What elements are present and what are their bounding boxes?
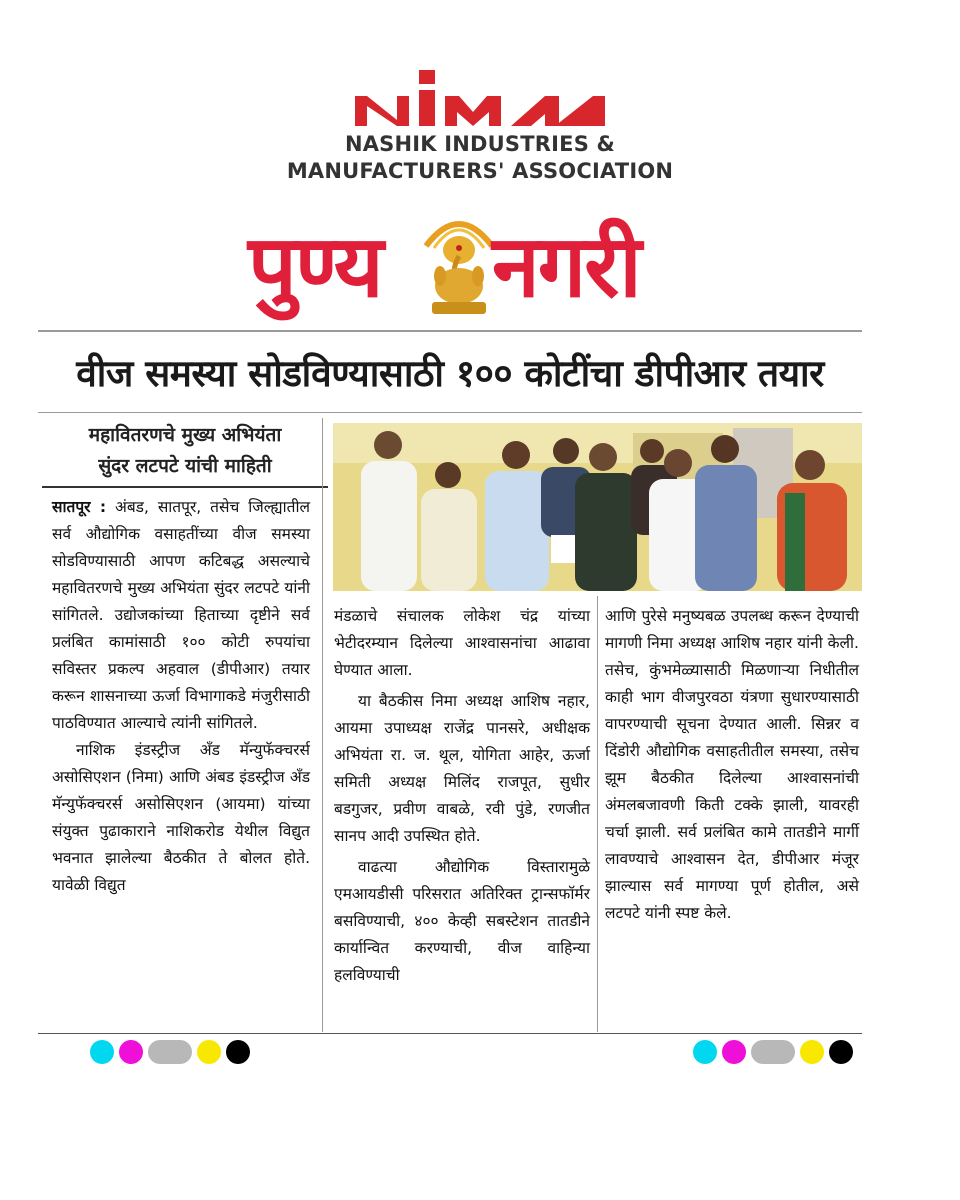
ganesha-emblem-icon (418, 206, 500, 318)
bottom-rule (38, 1033, 862, 1034)
nima-logo (355, 68, 605, 130)
color-registration-swatches-right (693, 1040, 853, 1066)
subheadline-rule (42, 486, 328, 488)
color-registration-swatches-left (90, 1040, 250, 1066)
column-separator (322, 418, 323, 1032)
black-swatch (226, 1040, 250, 1064)
headline-rule (38, 412, 862, 413)
subheadline-line2: सुंदर लटपटे यांची माहिती (98, 455, 272, 477)
masthead-left: पुण्य (248, 217, 382, 317)
black-swatch (829, 1040, 853, 1064)
gray-swatch (751, 1040, 795, 1064)
headline: वीज समस्या सोडविण्यासाठी १०० कोटींचा डीपीआर तयार (76, 352, 824, 395)
cyan-swatch (693, 1040, 717, 1064)
association-name-line2: MANUFACTURERS' ASSOCIATION (286, 159, 674, 183)
col2-paragraph-2: या बैठकीस निमा अध्यक्ष आशिष नहार, आयमा उपाध्यक्ष राजेंद्र पानसरे, अधीक्षक अभियंता रा. ज. थूल, योगिता आहेर, ऊर्जा समिती अध्यक्ष मिलिंद राजपूत, सुधीर बडगुजर, प्रवीण वाबळे, रवी पुंडे, रणजीत सानप आदी उपस्थित होते. (334, 692, 590, 845)
col2-paragraph-3: वाढत्या औद्योगिक विस्तारामुळे एमआयडीसी परिसरात अतिरिक्त ट्रान्सफॉर्मर बसविण्याची, ४०० केव्ही सबस्टेशन तातडीने कार्यान्वित करण्याची, वीज वाहिन्या हलविण्याची (334, 858, 590, 984)
magenta-swatch (722, 1040, 746, 1064)
col2-paragraph-1: मंडळाचे संचालक लोकेश चंद्र यांच्या भेटीदरम्यान दिलेल्या आश्वासनांचा आढावा घेण्यात आला. (334, 607, 590, 679)
gray-swatch (148, 1040, 192, 1064)
masthead-right: नगरी (492, 217, 640, 317)
article-column-1 (52, 494, 310, 899)
cyan-swatch (90, 1040, 114, 1064)
meeting-photo (333, 423, 862, 591)
article-column-3 (605, 603, 859, 927)
col3-paragraph-1: आणि पुरेसे मनुष्यबळ उपलब्ध करून देण्याची मागणी निमा अध्यक्ष आशिष नहार यांनी केली. तसेच, कुंभमेळ्यासाठी मिळणाऱ्या निधीतील काही भाग वीजपुरवठा यंत्रणा सुधारण्यासाठी वापरण्याची सूचना देण्यात आली. सिन्नर व दिंडोरी औद्योगिक वसाहतीतील समस्या, तसेच झूम बैठकीत दिलेल्या आश्वासनांची अंमलबजावणी किती टक्के झाली, यावरही चर्चा झाली. सर्व प्रलंबित कामे तातडीने मार्गी लावण्याचे आश्वासन देत, डीपीआर मंजूर झाल्यास सर्व मागण्या पूर्ण होतील, असे लटपटे यांनी स्पष्ट केले. (605, 607, 859, 922)
column-separator (597, 596, 598, 1032)
yellow-swatch (800, 1040, 824, 1064)
col1-paragraph-1: अंबड, सातपूर, तसेच जिल्ह्यातील सर्व औद्योगिक वसाहतींच्या वीज समस्या सोडविण्यासाठी आपण कटिबद्ध असल्याचे महावितरणचे मुख्य अभियंता सुंदर लटपटे यांनी सांगितले. उद्योजकांच्या हिताच्या दृष्टीने सर्व प्रलंबित कामांसाठी १०० कोटी रुपयांचा सविस्तर प्रकल्प अहवाल (डीपीआर) तयार करून शासनाच्या ऊर्जा विभागाकडे मंजुरीसाठी पाठविण्यात आल्याचे त्यांनी सांगितले. (52, 498, 310, 732)
article-column-2 (334, 603, 590, 989)
yellow-swatch (197, 1040, 221, 1064)
subheadline-line1: महावितरणचे मुख्य अभियंता (88, 424, 282, 446)
top-rule (38, 330, 862, 332)
col1-paragraph-2: नाशिक इंडस्ट्रीज अँड मॅन्युफॅक्चरर्स असोसिएशन (निमा) आणि अंबड इंडस्ट्रीज अँड मॅन्युफॅक्चरर्स असोसिएशन (आयमा) यांच्या संयुक्त पुढाकाराने नाशिकरोड येथील विद्युत भवनात झालेल्या बैठकीत ते बोलत होते. यावेळी विद्युत (52, 741, 310, 894)
subheadline (42, 420, 328, 482)
association-name-line1: NASHIK INDUSTRIES & (344, 132, 616, 156)
dateline: सातपूर : (52, 498, 107, 516)
magenta-swatch (119, 1040, 143, 1064)
